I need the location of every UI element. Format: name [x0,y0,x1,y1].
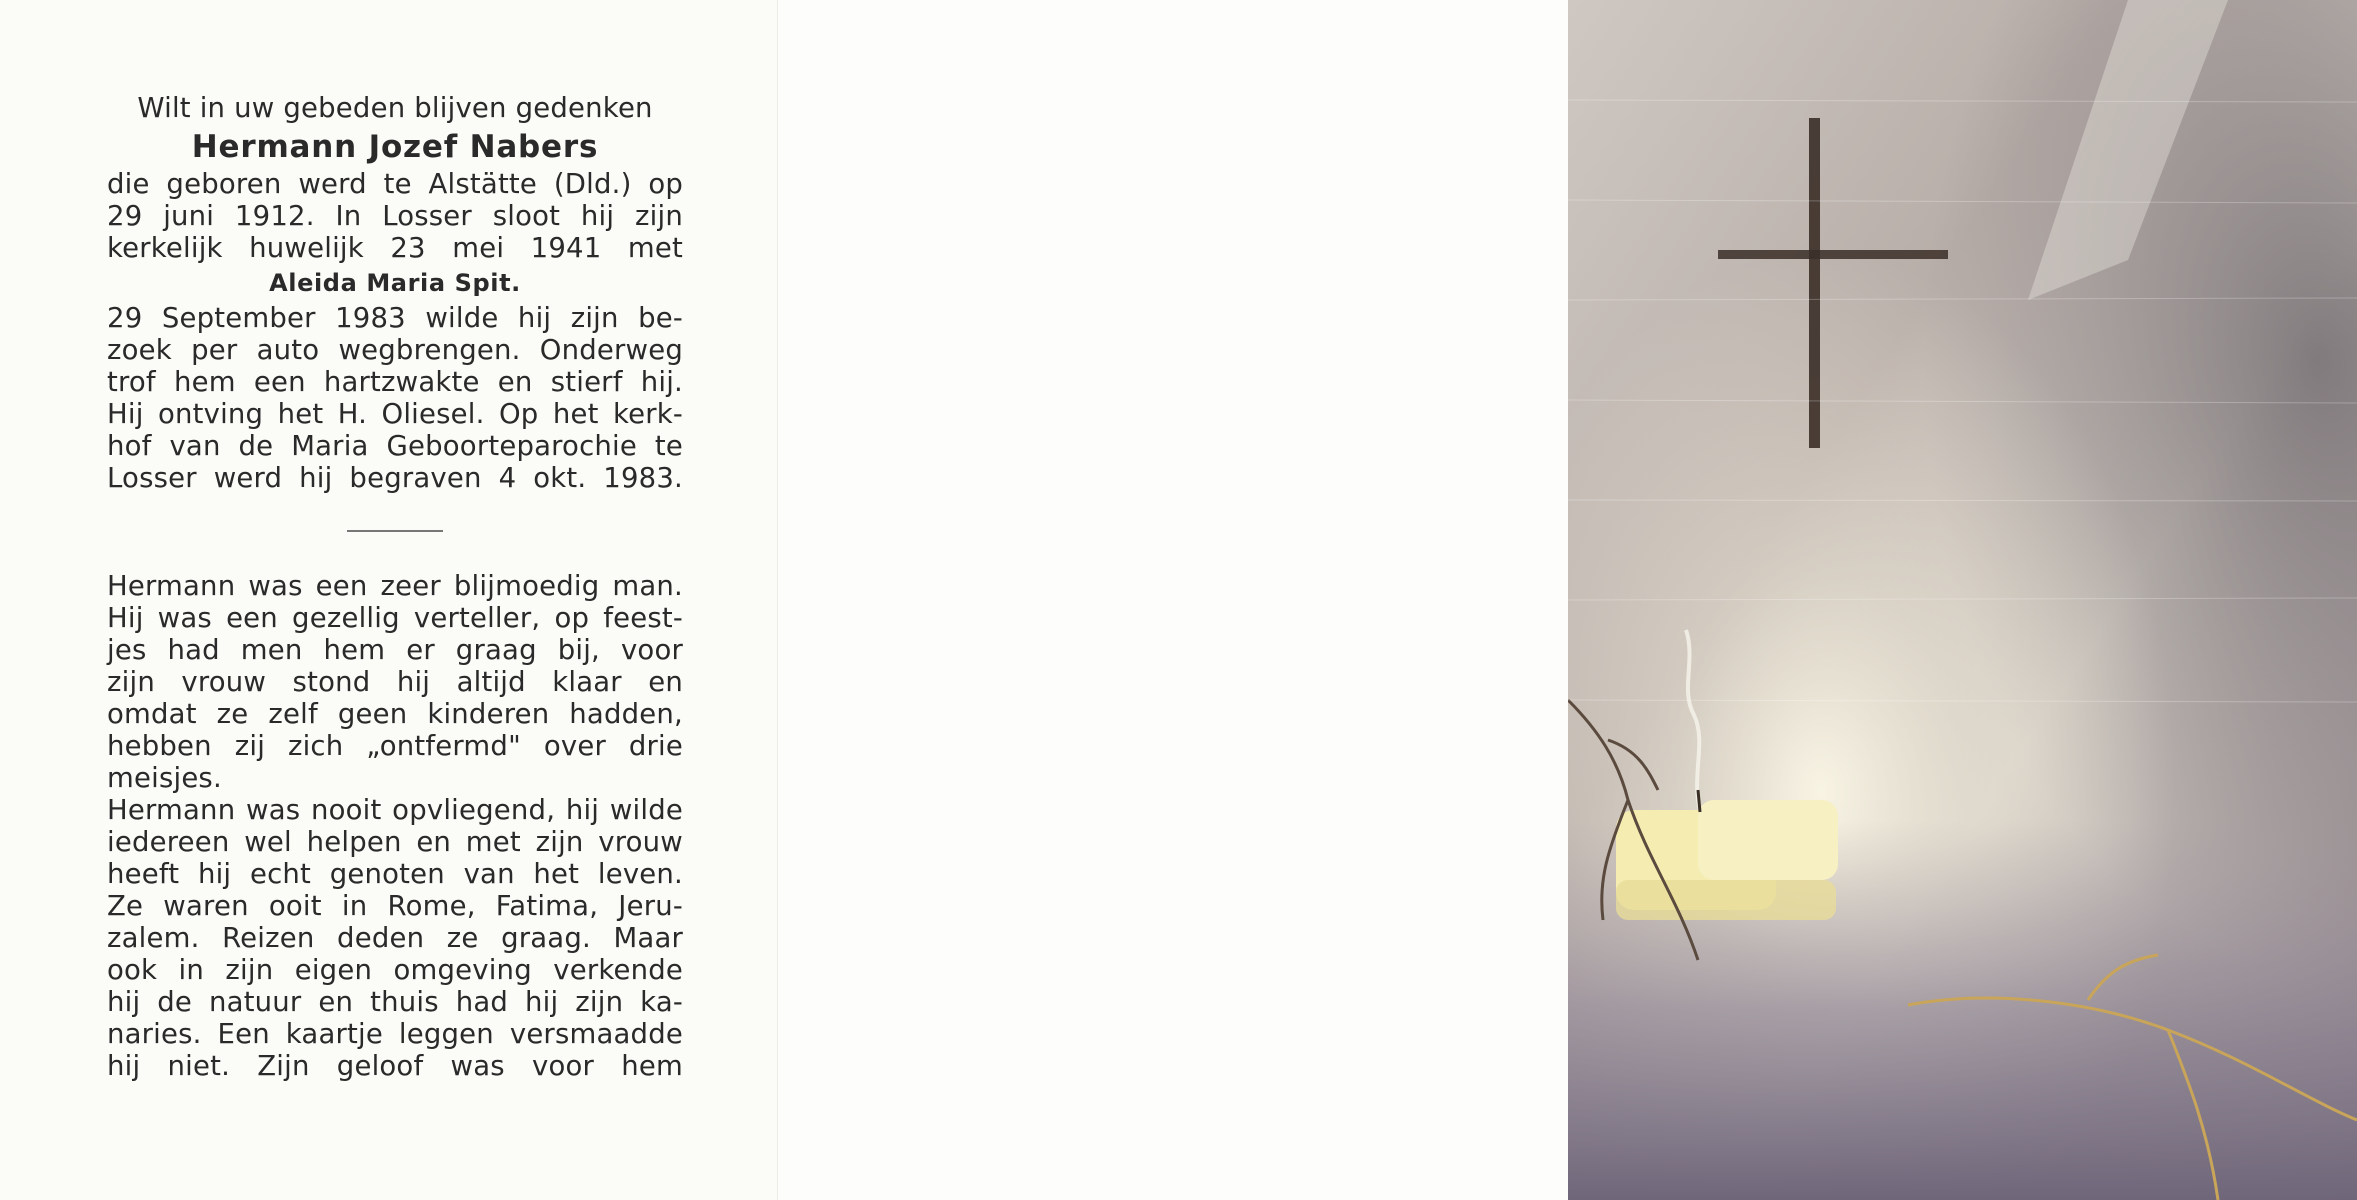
life-line: ook in zijn eigen omgeving verkende [107,954,683,986]
death-line: zoek per auto wegbrengen. Onderweg [107,334,683,366]
bio-line: 29 juni 1912. In Losser sloot hij zijn [107,200,683,232]
intro-line: Wilt in uw gebeden blijven gedenken [137,92,653,124]
life-line: omdat ze zelf geen kinderen hadden, [107,698,683,730]
deceased-name: Hermann Jozef Nabers [191,129,599,165]
card-left-page [0,0,778,1200]
life-line: hij niet. Zijn geloof was voor hem [107,1050,683,1082]
life-line: iedereen wel helpen en met zijn vrouw [107,826,683,858]
life-line: hebben zij zich „ontfermd" over drie [107,730,683,762]
life-line: hij de natuur en thuis had hij zijn ka- [107,986,683,1018]
life-line: Ze waren ooit in Rome, Fatima, Jeru- [107,890,683,922]
life-line: jes had men hem er graag bij, voor [107,634,683,666]
death-line: trof hem een hartzwakte en stierf hij. [107,366,683,398]
life-line: zalem. Reizen deden ze graag. Maar [107,922,683,954]
death-line: 29 September 1983 wilde hij zijn be- [107,302,683,334]
death-line: Hij ontving het H. Oliesel. Op het kerk- [107,398,683,430]
life-line: zijn vrouw stond hij altijd klaar en [107,666,683,698]
life-line: heeft hij echt genoten van het leven. [107,858,683,890]
life-line: naries. Een kaartje leggen versmaadde [107,1018,683,1050]
life-line: Hermann was een zeer blijmoedig man. [107,570,683,602]
card-middle-page [778,0,1568,1200]
death-line: Losser werd hij begraven 4 okt. 1983. [107,462,683,494]
life-line: Hij was een gezellig verteller, op feest- [107,602,683,634]
memorial-text-left [107,92,683,1082]
cross-candle-painting [1568,0,2357,1200]
death-line: hof van de Maria Geboorteparochie te [107,430,683,462]
divider-rule [347,530,443,532]
bio-line: kerkelijk huwelijk 23 mei 1941 met [107,232,683,264]
bio-line: die geboren werd te Alstätte (Dld.) op [107,168,683,200]
life-line: Hermann was nooit opvliegend, hij wilde [107,794,683,826]
life-line: meisjes. [107,762,222,794]
card-right-painting [1568,0,2357,1200]
spouse-name: Aleida Maria Spit. [269,269,521,297]
